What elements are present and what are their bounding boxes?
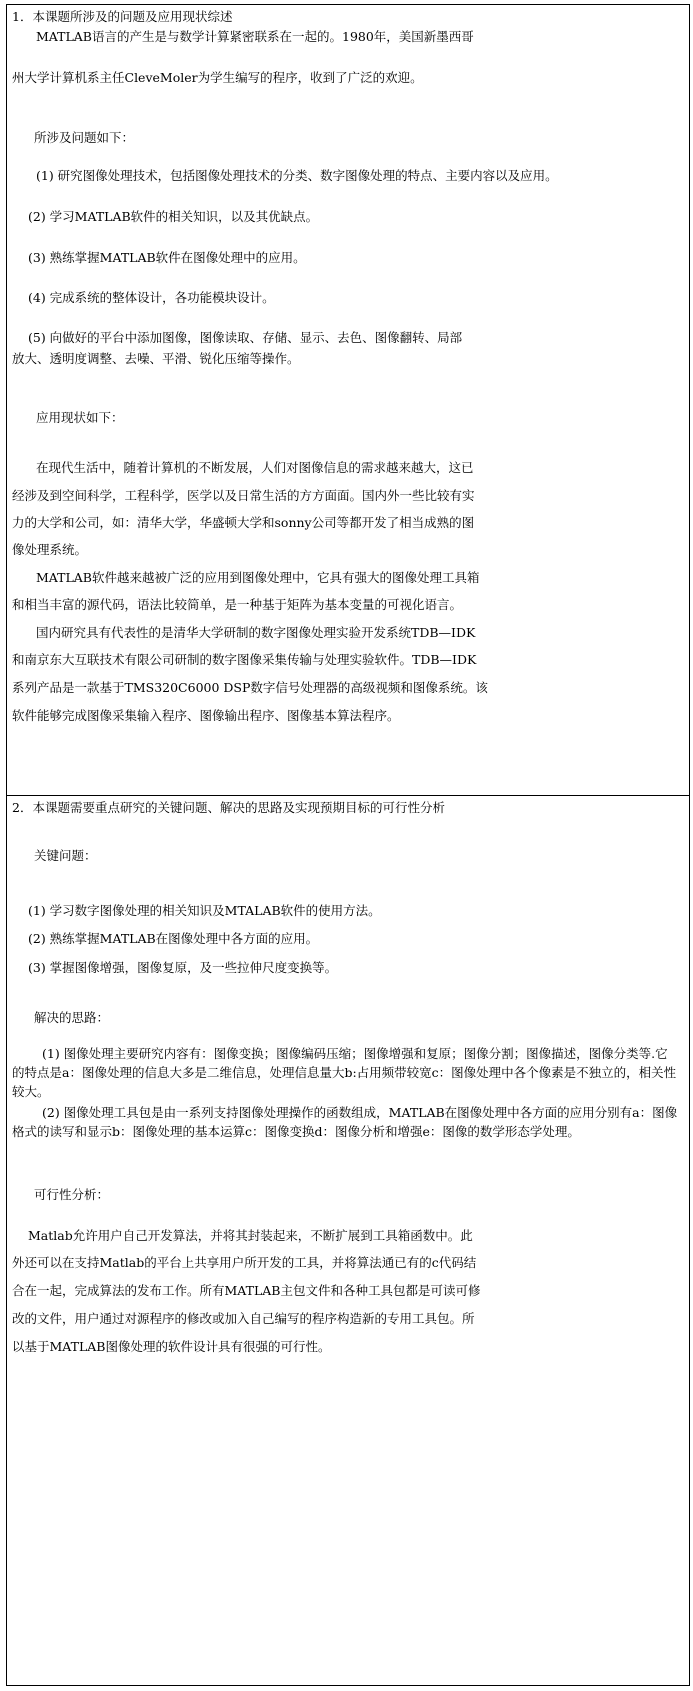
issue-item: (5) 向做好的平台中添加图像，图像读取、存储、显示、去色、图像翻转、局部 (28, 330, 463, 345)
key-item: (3) 掌握图像增强，图像复原，及一些拉伸尺度变换等。 (28, 960, 338, 975)
key-item: (1) 学习数字图像处理的相关知识及MTALAB软件的使用方法。 (28, 903, 381, 918)
feasibility-line: 合在一起，完成算法的发布工作。所有MATLAB主包文件和各种工具包都是可读可修 (12, 1283, 481, 1298)
status-line: 经涉及到空间科学，工程科学，医学以及日常生活的方方面面。国内外一些比较有实 (12, 488, 475, 503)
approach-paragraph: (1) 图像处理主要研究内容有：图像变换；图像编码压缩；图像增强和复原；图像分割；图像描述，图像分类等.它的特点是a：图像处理的信息大多是二维信息，处理信息量大b:占用频带较宽c：图像处理中各个像素是不独立的，相关性较大。 (12, 1046, 677, 1099)
feasibility-line: 改的文件，用户通过对源程序的修改或加入自己编写的程序构造新的专用工具包。所 (12, 1311, 475, 1326)
issues-title: 所涉及问题如下： (34, 130, 135, 145)
issue-item: (3) 熟练掌握MATLAB软件在图像处理中的应用。 (28, 250, 306, 265)
section-1-heading: 1．本课题所涉及的问题及应用现状综述 (12, 9, 233, 24)
section-2-heading: 2．本课题需要重点研究的关键问题、解决的思路及实现预期目标的可行性分析 (12, 800, 445, 815)
intro-line: 州大学计算机系主任CleveMoler为学生编写的程序，收到了广泛的欢迎。 (12, 70, 423, 85)
section-divider (6, 795, 690, 796)
status-line: 国内研究具有代表性的是清华大学研制的数字图像处理实验开发系统TDB—IDK (36, 625, 476, 640)
status-line: 系列产品是一款基于TMS320C6000 DSP数字信号处理器的高级视频和图像系统。该 (12, 680, 488, 695)
issue-item-continued: 放大、透明度调整、去噪、平滑、锐化压缩等操作。 (12, 351, 300, 366)
status-line: 在现代生活中，随着计算机的不断发展，人们对图像信息的需求越来越大，这已 (36, 460, 474, 475)
intro-line: MATLAB语言的产生是与数学计算紧密联系在一起的。1980年，美国新墨西哥 (36, 29, 474, 44)
approach-title: 解决的思路： (34, 1010, 110, 1025)
issue-item: (2) 学习MATLAB软件的相关知识，以及其优缺点。 (28, 209, 319, 224)
feasibility-line: 外还可以在支持Matlab的平台上共享用户所开发的工具，并将算法通已有的c代码结 (12, 1255, 477, 1270)
status-line: 力的大学和公司，如：清华大学，华盛顿大学和sonny公司等都开发了相当成熟的图 (12, 515, 475, 530)
status-line: 和南京东大互联技术有限公司研制的数字图像采集传输与处理实验软件。TDB—IDK (12, 652, 477, 667)
status-line: 软件能够完成图像采集输入程序、图像输出程序、图像基本算法程序。 (12, 708, 400, 723)
issue-item: (1) 研究图像处理技术，包括图像处理技术的分类、数字图像处理的特点、主要内容以及应用。 (36, 168, 558, 183)
key-title: 关键问题： (34, 848, 97, 863)
approach-paragraph: (2) 图像处理工具包是由一系列支持图像处理操作的函数组成，MATLAB在图像处理中各方面的应用分别有a：图像格式的读写和显示b：图像处理的基本运算c：图像变换d：图像分析和增强e：图像的数学形态学处理。 (12, 1105, 678, 1139)
feasibility-line: 以基于MATLAB图像处理的软件设计具有很强的可行性。 (12, 1339, 331, 1354)
status-line: 像处理系统。 (12, 542, 88, 557)
feasibility-title: 可行性分析： (34, 1187, 110, 1202)
status-line: 和相当丰富的源代码，语法比较简单，是一种基于矩阵为基本变量的可视化语言。 (12, 597, 463, 612)
key-item: (2) 熟练掌握MATLAB在图像处理中各方面的应用。 (28, 931, 319, 946)
issue-item: (4) 完成系统的整体设计，各功能模块设计。 (28, 290, 275, 305)
feasibility-line: Matlab允许用户自己开发算法，并将其封装起来，不断扩展到工具箱函数中。此 (28, 1228, 473, 1243)
status-title: 应用现状如下： (36, 410, 124, 425)
status-line: MATLAB软件越来越被广泛的应用到图像处理中，它具有强大的图像处理工具箱 (36, 570, 480, 585)
